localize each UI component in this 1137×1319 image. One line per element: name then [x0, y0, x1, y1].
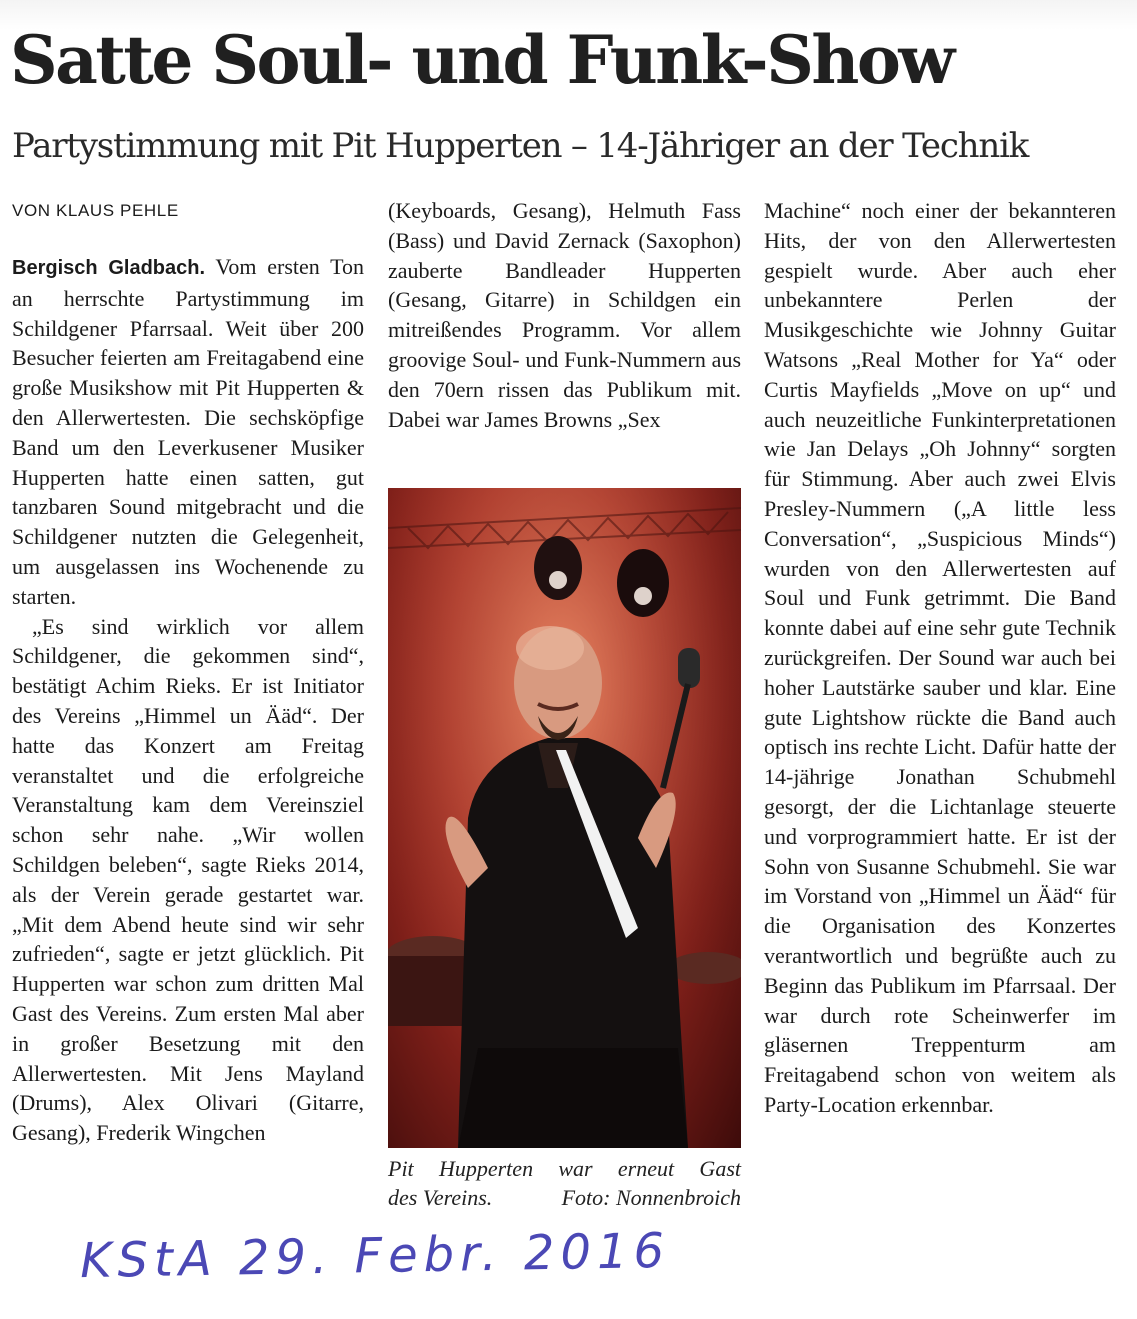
author-byline: VON KLAUS PEHLE	[12, 201, 179, 220]
article-column-2	[388, 196, 741, 434]
caption-text: des Vereins.	[388, 1185, 493, 1210]
headline: Satte Soul- und Funk-Show	[10, 21, 953, 99]
photo-caption	[388, 1154, 741, 1212]
article-column-1	[12, 196, 364, 1148]
photo-credit: Foto: Nonnenbroich	[561, 1185, 741, 1210]
subheadline: Partystimmung mit Pit Hupperten – 14-Jähriger an der Technik	[12, 126, 1029, 166]
handwritten-source-date-note: KStA 29. Febr. 2016	[79, 1222, 671, 1290]
paragraph	[12, 252, 364, 612]
paragraph: Machine“ noch einer der bekannteren Hits, der von den Allerwertesten gespielt wurde. Aber auch eher unbekanntere Perlen der Musikgeschichte wie Johnny Guitar Watsons „Real Mother for Ya“ oder Curtis Mayfields „Move on up“ und auch neuzeitliche Funkinterpretationen wie Jan Delays „Oh Johnny“ sorgten für Stimmung. Aber auch zwei Elvis Presley-Nummern („A little less Conversation“, „Suspicious Minds“) wurden von den Allerwertesten auf Soul und Funk getrimmt. Die Band konnte dabei auf eine sehr gute Technik zurückgreifen. Der Sound war auch bei hoher Lautstärke sauber und klar. Eine gute Lightshow rückte die Band auch optisch ins rechte Licht. Dafür hatte der 14-jährige Jonathan Schubmehl gesorgt, der die Lichtanlage steuerte und vorprogrammiert hatte. Er ist der Sohn von Susanne Schubmehl. Sie war im Vorstand von „Himmel un Ääd“ für die Organisation des Konzertes verantwortlich und begrüßte auch zu Beginn das Publikum im Pfarrsaal. Der war durch rote Scheinwerfer im gläsernen Treppenturm am Freitagabend schon von weitem als Party-Location erkennbar.	[764, 198, 1116, 1117]
article-column-3	[764, 196, 1116, 1120]
singer-photo-illustration	[388, 488, 741, 1148]
dateline: Bergisch Gladbach.	[12, 257, 206, 279]
caption-line-2	[388, 1183, 741, 1212]
paragraph-text: Vom ersten Ton an herrschte Partystimmung im Schildgener Pfarrsaal. Weit über 200 Besucher feierten am Freitagabend eine große Musikshow mit Pit Hupperten & den Allerwertesten. Die sechsköpfige Band um den Leverkusener Musiker Hupperten hatte einen satten, gut tanzbaren Sound mitgebracht und die Schildgener nutzten die Gelegenheit, um ausgelassen ins Wochenende zu starten.	[12, 254, 364, 609]
paragraph: (Keyboards, Gesang), Helmuth Fass (Bass) und David Zernack (Saxophon) zauberte Bandleader Hupperten (Gesang, Gitarre) in Schildgen ein mitreißendes Programm. Vor allem groovige Soul- und Funk-Nummern aus den 70ern rissen das Publikum mit. Dabei war James Browns „Sex	[388, 198, 741, 432]
paragraph: „Es sind wirklich vor allem Schildgener, die gekommen sind“, bestätigt Achim Rieks. Er ist Initiator des Vereins „Himmel un Ääd“. Der hatte das Konzert am Freitag veranstaltet und die erfolgreiche Veranstaltung kam dem Vereinsziel schon sehr nahe. „Wir wollen Schildgen beleben“, sagte Rieks 2014, als der Verein gerade gestartet war. „Mit dem Abend heute sind wir sehr zufrieden“, sagte er jetzt glücklich. Pit Hupperten war schon zum dritten Mal Gast des Vereins. Zum ersten Mal aber in großer Besetzung mit den Allerwertesten. Mit Jens Mayland (Drums), Alex Olivari (Gitarre, Gesang), Frederik Wingchen	[12, 613, 364, 1146]
concert-photo	[388, 488, 741, 1148]
caption-line-1: Pit Hupperten war erneut Gast	[388, 1156, 741, 1181]
